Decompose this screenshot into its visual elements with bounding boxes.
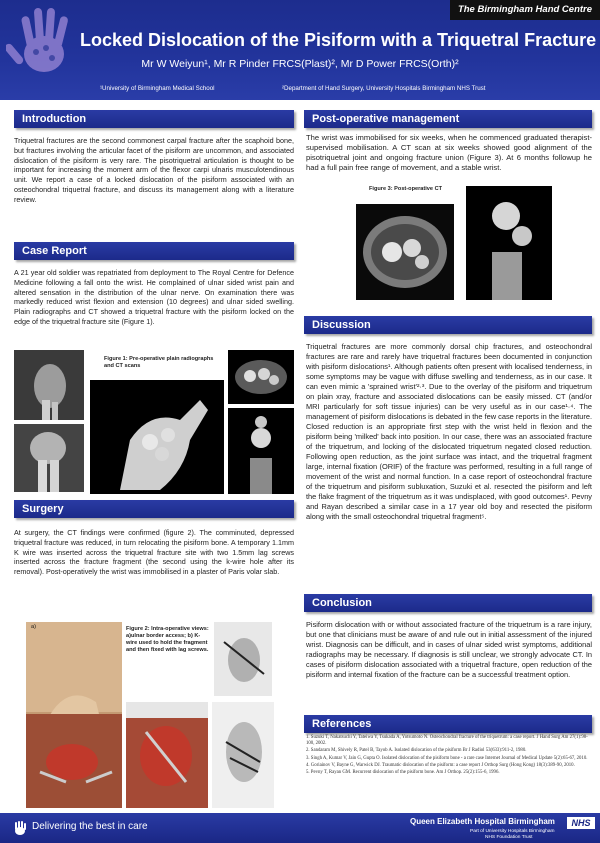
ct-coronal-image-icon — [466, 186, 552, 300]
surgery-photo-icon — [126, 702, 208, 808]
introduction-heading: Introduction — [14, 110, 294, 128]
centre-tag: The Birmingham Hand Centre — [450, 0, 600, 20]
xray-image-icon — [14, 350, 84, 420]
discussion-text: Triquetral fractures are more commonly dorsal chip fractures, and osteochondral fractures are rare and rarely have triquetral fractures been documented in conjunction with pisiform dislocations¹. Although patients often present with localised tenderness, in some symptoms may be vague with diffuse swelling and tenderness, as in our case. It can even mimic a 'sprained wrist'²·³. Due to the overlay of the pisiform and triquetrum on plain xray, fracture and associated dislocations can be easily missed. CT (and/or MRI particularly for soft tissue injuries) can be very useful as in our case¹·⁴. The management of pisiform dislocations is debated in the few case reports in the literature. Closed reduction is an appropriate first step with the wrist held in flexion and the pisiform being 'milked' back into position. In our case, there was an associated fracture of the triquetrum, and locking of the dislocated triquetrum negated closed reduction. Following open reduction, as the joint surface was intact, and the triquetral fragment large, internal fixation (ORIF) of the fracture was performed, resulting in a full range of movement of the wrist and normal function. In a case report of osteochondral fracture of the triquetrum and pisiform subluxation, Suzuki et al. resected the pisiform and left the flake fragment of the triquetrum as it was undisplaced, with good outcomes¹. Pevny and Rayan described a similar case in a 17 year old boy and resected the pisiform along with the small osteochondral triquetral fragment⁵. — [306, 342, 592, 521]
fig1-3d-ct — [90, 380, 224, 494]
authors: Mr W Weiyun¹, Mr R Pinder FRCS(Plast)², Mr D Power FRCS(Orth)² — [141, 58, 459, 70]
affiliation-1: ¹University of Birmingham Medical School — [100, 85, 215, 92]
post-op-heading: Post-operative management — [304, 110, 592, 128]
fig3-ct-axial — [356, 204, 454, 300]
fig2-intraop-photo-b — [126, 702, 208, 808]
ct-coronal-image-icon — [228, 408, 294, 494]
introduction-text: Triquetral fractures are the second commonest carpal fracture after the scaphoid bone, but fractures involving the articular facet of the pisiform are uncommon, and associated dislocation of the pisiform is very rare. The pisotriquetral articulation is thought to be important for increasing the moment arm of the flexor carpi ulnaris musculotendinous unit. We report a case of a locked dislocation of the pisiform associated with an osteochondral triquetral fracture, and discuss its management along with a literature review. — [14, 136, 294, 204]
ct-axial-image-icon — [356, 204, 454, 300]
references-list — [306, 735, 592, 777]
poster-footer — [0, 813, 600, 843]
hand-small-icon — [12, 820, 28, 836]
reference-item: 3. Singh A, Kumar V, Jain G, Gupta O. Isolated dislocation of the pisiform bone - a rare case Internet Journal of Medical Update 5(2):65-67, 2010. — [306, 755, 588, 761]
poster-title: Locked Dislocation of the Pisiform with a Triquetral Fracture — [80, 30, 597, 50]
ct-axial-image-icon — [228, 350, 294, 404]
reference-item: 4. Goriainov V, Bayne G, Warwick DJ. Traumatic dislocation of the pisiform: a case report J Orthop Surg (Hong Kong) 18(3):389-90, 2010. — [306, 762, 575, 768]
fig2-intraop-xray-1 — [214, 622, 272, 696]
references-heading: References — [304, 715, 592, 733]
conclusion-heading: Conclusion — [304, 594, 592, 612]
fluoroscopy-image-icon — [214, 622, 272, 696]
discussion-heading: Discussion — [304, 316, 592, 334]
fig3-caption: Figure 3: Post-operative CT — [369, 186, 443, 192]
nhs-logo: NHS — [567, 817, 595, 829]
reference-item: 2. Sandaram M, Shively R, Patel B, Tayob A. Isolated dislocation of the pisiform Br J Radiol 53(633):911-2, 1980. — [306, 748, 527, 754]
footer-sub-1: Part of University Hospitals Birmingham — [470, 829, 555, 834]
reference-item: 5. Pevny T, Rayan GM. Recurrent dislocation of the pisiform bone. Am J Orthop. 25(2):155-6, 1996. — [306, 770, 500, 776]
fig2-intraop-xray-2 — [212, 702, 274, 808]
fig1-xray-1 — [14, 350, 84, 420]
fig2-label-a: a) — [31, 624, 36, 630]
surgery-heading: Surgery — [14, 500, 294, 518]
fig2-caption: Figure 2: Intra-operative views: a)ulnar border access; b) K-wire used to hold the fragment and then fixed with lag screws. — [126, 626, 209, 653]
affiliation-2: ²Department of Hand Surgery, University Hospitals Birmingham NHS Trust — [282, 85, 486, 92]
fig2-photo — [26, 622, 122, 808]
hand-logo-icon — [6, 2, 80, 80]
surgery-text: At surgery, the CT findings were confirmed (figure 2). The comminuted, depressed triquetral fracture was reduced, in turn relocating the pisiform bone. A temporary 1.1mm K wire was inserted across the triquetral fracture site with two 1.5mm lag screws inserted across the fracture fragment (the second using the k-wire hole after its removal). Post-operatively the wrist was immobilised in a plaster of Paris volar slab. — [14, 528, 294, 577]
case-report-text: A 21 year old soldier was repatriated from deployment to The Royal Centre for Defence Medicine following a fall onto the wrist. He complained of ulnar sided wrist pain and altered sensation in the distribution of the ulnar nerve. On examination there was markedly reduced wrist flexion and extension (10 degrees) and ulnar sided swelling. Plain radiographs and CT showed a triquetral fracture with the pisiform locked on the edge of the triquetral fracture site (Figure 1). — [14, 268, 294, 326]
fig1-xray-2 — [14, 424, 84, 492]
reference-item: 1. Suzuki T, Nakatsuchi Y, Tateiwa Y, Tsukada A, Yotsumoto N. Osteochondral fracture of the triquetrum: a case report. J Hand Surg Am 27(1):98-100, 2002. — [306, 735, 588, 747]
fluoroscopy-image-icon — [212, 702, 274, 808]
fig1-caption: Figure 1: Pre-operative plain radiographs and CT scans — [104, 356, 214, 369]
poster-header — [0, 0, 600, 100]
conclusion-text: Pisiform dislocation with or without associated fracture of the triquetrum is a rare injury, but one that clinicians must be aware of and rule out in initial assessment of the injured wrist. Diagnosis can be difficult, and in cases of ulnar sided wrist symptoms, additional radiographs may be necessary. If diagnosis is still unclear, we strongly advocate CT. In cases of pisiform dislocation associated with a triquetral fracture, open reduction of the pisiform and internal fixation of the fracture can be a successful treatment option. — [306, 620, 592, 679]
case-report-heading: Case Report — [14, 242, 294, 260]
footer-hospital: Queen Elizabeth Hospital Birmingham — [410, 817, 555, 826]
ct-3d-image-icon — [90, 380, 224, 494]
footer-sub-2: NHS Foundation Trust — [485, 835, 533, 840]
fig1-ct-axial — [228, 350, 294, 404]
fig1-ct-coronal — [228, 408, 294, 494]
post-op-text: The wrist was immobilised for six weeks, when he commenced graduated therapist-supervised mobilisation. A CT scan at six weeks showed good alignment of the pisotriquetral joint and ongoing fracture union (Figure 3). At 6 months followup he had a full pain free range of movement, and a stable wrist. — [306, 133, 592, 172]
footer-slogan: Delivering the best in care — [32, 821, 148, 832]
fig3-ct-coronal — [466, 186, 552, 300]
xray-image-icon — [14, 424, 84, 492]
surgery-photo-icon — [26, 622, 122, 808]
